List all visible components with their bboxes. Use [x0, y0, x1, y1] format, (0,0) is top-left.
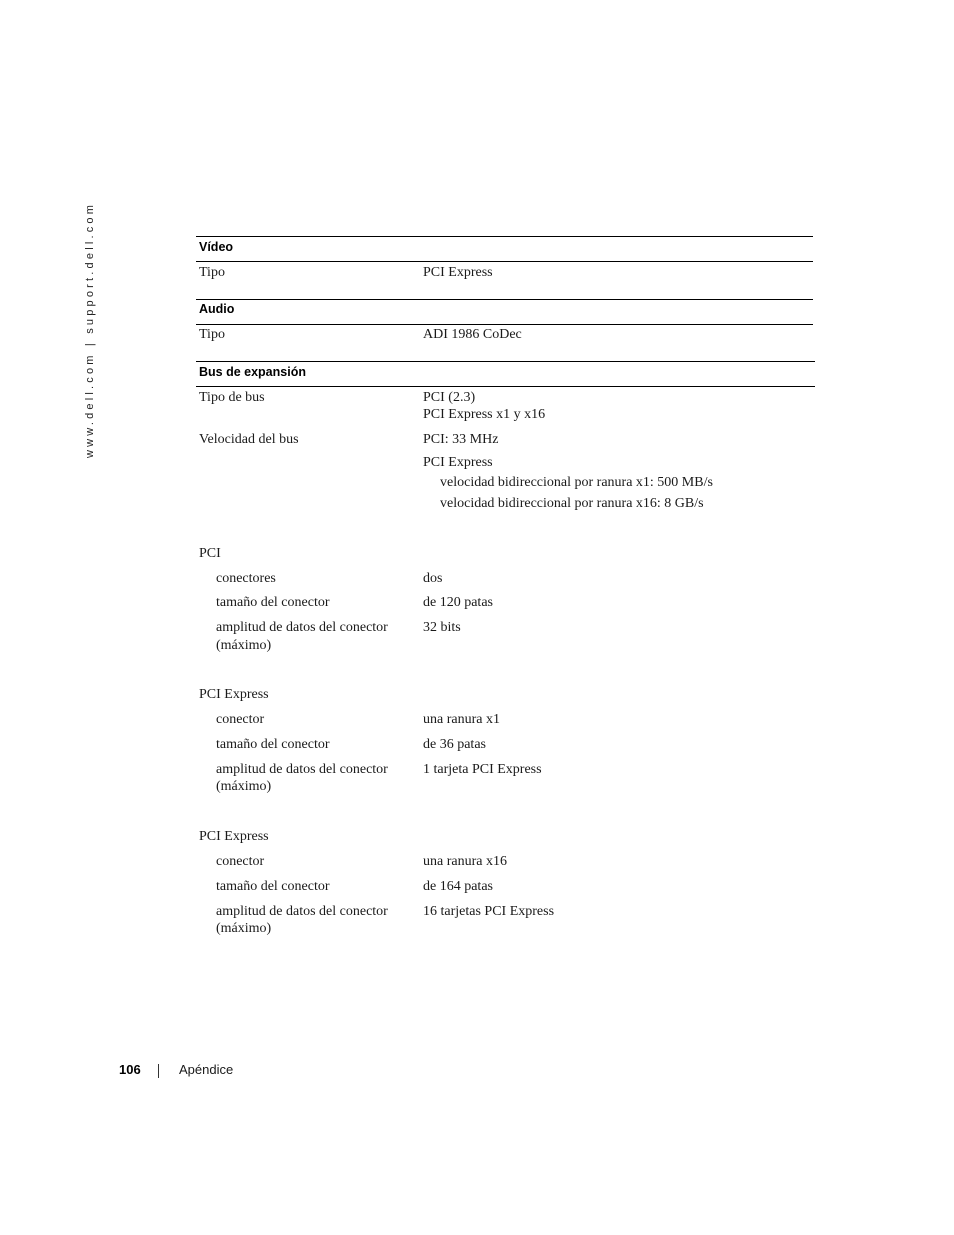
bus-heading: Bus de expansión: [199, 365, 306, 379]
pcie-x16-tamano-label: tamaño del conector: [216, 879, 330, 894]
sidebar-url: www.dell.com | support.dell.com: [84, 201, 96, 458]
bus-tipo-value-2: PCI Express x1 y x16: [423, 407, 546, 422]
bus-tipo-value-1: PCI (2.3): [423, 390, 476, 405]
bus-velocidad-pcie: PCI Express: [423, 455, 493, 470]
pcie-x1-amplitud-value: 1 tarjeta PCI Express: [423, 762, 542, 777]
video-top-rule: [196, 236, 813, 237]
video-tipo-value: PCI Express: [423, 265, 493, 280]
audio-tipo-label: Tipo: [199, 327, 225, 342]
pci-conectores-value: dos: [423, 571, 443, 586]
audio-tipo-value: ADI 1986 CoDec: [423, 327, 522, 342]
bus-velocidad-label: Velocidad del bus: [199, 432, 299, 447]
pcie-x16-tamano-value: de 164 patas: [423, 879, 493, 894]
pcie-x16-amplitud-value: 16 tarjetas PCI Express: [423, 904, 555, 919]
pcie-x1-title: PCI Express: [199, 687, 269, 702]
footer-separator: [158, 1064, 159, 1078]
pcie-x16-conector-value: una ranura x16: [423, 854, 507, 869]
pcie-x1-amplitud-label-1: amplitud de datos del conector: [216, 762, 388, 777]
audio-heading: Audio: [199, 302, 235, 316]
bus-velocidad-x16: velocidad bidireccional por ranura x16: 8 GB/s: [440, 496, 704, 511]
pcie-x16-amplitud-label-1: amplitud de datos del conector: [216, 904, 388, 919]
pcie-x16-conector-label: conector: [216, 854, 265, 869]
pci-conectores-label: conectores: [216, 571, 276, 586]
bus-heading-rule: [196, 386, 815, 387]
pcie-x1-conector-label: conector: [216, 712, 265, 727]
audio-heading-rule: [196, 324, 813, 325]
bus-velocidad-x1: velocidad bidireccional por ranura x1: 500 MB/s: [440, 475, 713, 490]
pcie-x1-tamano-label: tamaño del conector: [216, 737, 330, 752]
video-heading: Vídeo: [199, 240, 234, 254]
pci-amplitud-value: 32 bits: [423, 620, 461, 635]
pcie-x1-conector-value: una ranura x1: [423, 712, 500, 727]
video-tipo-label: Tipo: [199, 265, 225, 280]
pcie-x16-amplitud-label-2: (máximo): [216, 921, 272, 936]
pci-tamano-value: de 120 patas: [423, 595, 493, 610]
footer-section-title: Apéndice: [179, 1062, 234, 1077]
bus-velocidad-pci: PCI: 33 MHz: [423, 432, 499, 447]
pci-amplitud-label-1: amplitud de datos del conector: [216, 620, 388, 635]
pci-amplitud-label-2: (máximo): [216, 638, 272, 653]
pci-title: PCI: [199, 546, 221, 561]
video-heading-rule: [196, 261, 813, 262]
pcie-x1-amplitud-label-2: (máximo): [216, 779, 272, 794]
page-number: 106: [119, 1062, 141, 1077]
bus-top-rule: [196, 361, 815, 362]
pcie-x16-title: PCI Express: [199, 829, 269, 844]
pci-tamano-label: tamaño del conector: [216, 595, 330, 610]
bus-tipo-label: Tipo de bus: [199, 390, 265, 405]
pcie-x1-tamano-value: de 36 patas: [423, 737, 486, 752]
audio-top-rule: [196, 299, 813, 300]
